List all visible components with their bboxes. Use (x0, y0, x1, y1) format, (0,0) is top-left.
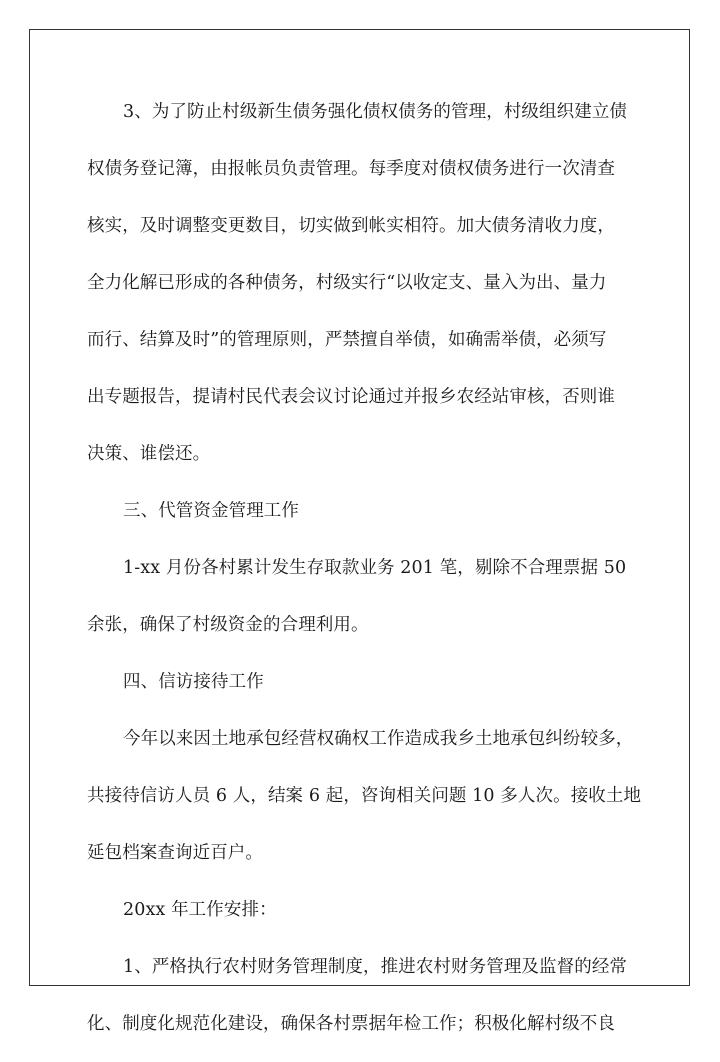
paragraph-line: 而行、结算及时”的管理原则，严禁擅自举债，如确需举债，必须写 (87, 330, 607, 350)
paragraph-line: 出专题报告，提请村民代表会议讨论通过并报乡农经站审核，否则谁 (87, 387, 615, 407)
document-body (87, 93, 642, 1062)
paragraph-line: 今年以来因土地承包经营权确权工作造成我乡土地承包纠纷较多， (123, 729, 634, 749)
paragraph-line: 1、严格执行农村财务管理制度，推进农村财务管理及监督的经常 (123, 957, 628, 977)
paragraph-line: 共接待信访人员 6 人，结案 6 起，咨询相关问题 10 多人次。接收土地 (87, 786, 642, 806)
section-heading: 三、代管资金管理工作 (123, 501, 299, 521)
paragraph-line: 核实，及时调整变更数目，切实做到帐实相符。加大债务清收力度， (87, 216, 615, 236)
paragraph-line: 全力化解已形成的各种债务，村级实行“以收定支、量入为出、量力 (87, 273, 607, 293)
section-heading: 四、信访接待工作 (123, 672, 264, 692)
paragraph-line: 3、为了防止村级新生债务强化债权债务的管理，村级组织建立债 (123, 102, 628, 122)
paragraph-line: 余张，确保了村级资金的合理利用。 (87, 615, 369, 635)
paragraph-line: 决策、谁偿还。 (87, 444, 211, 464)
section-heading: 20xx 年工作安排： (123, 900, 277, 920)
paragraph-line: 1-xx 月份各村累计发生存取款业务 201 笔，剔除不合理票据 50 (123, 558, 627, 578)
paragraph-line: 化、制度化规范化建设，确保各村票据年检工作；积极化解村级不良 (87, 1014, 615, 1034)
paragraph-line: 权债务登记簿，由报帐员负责管理。每季度对债权债务进行一次清查 (87, 159, 615, 179)
paragraph-line: 延包档案查询近百户。 (87, 843, 263, 863)
